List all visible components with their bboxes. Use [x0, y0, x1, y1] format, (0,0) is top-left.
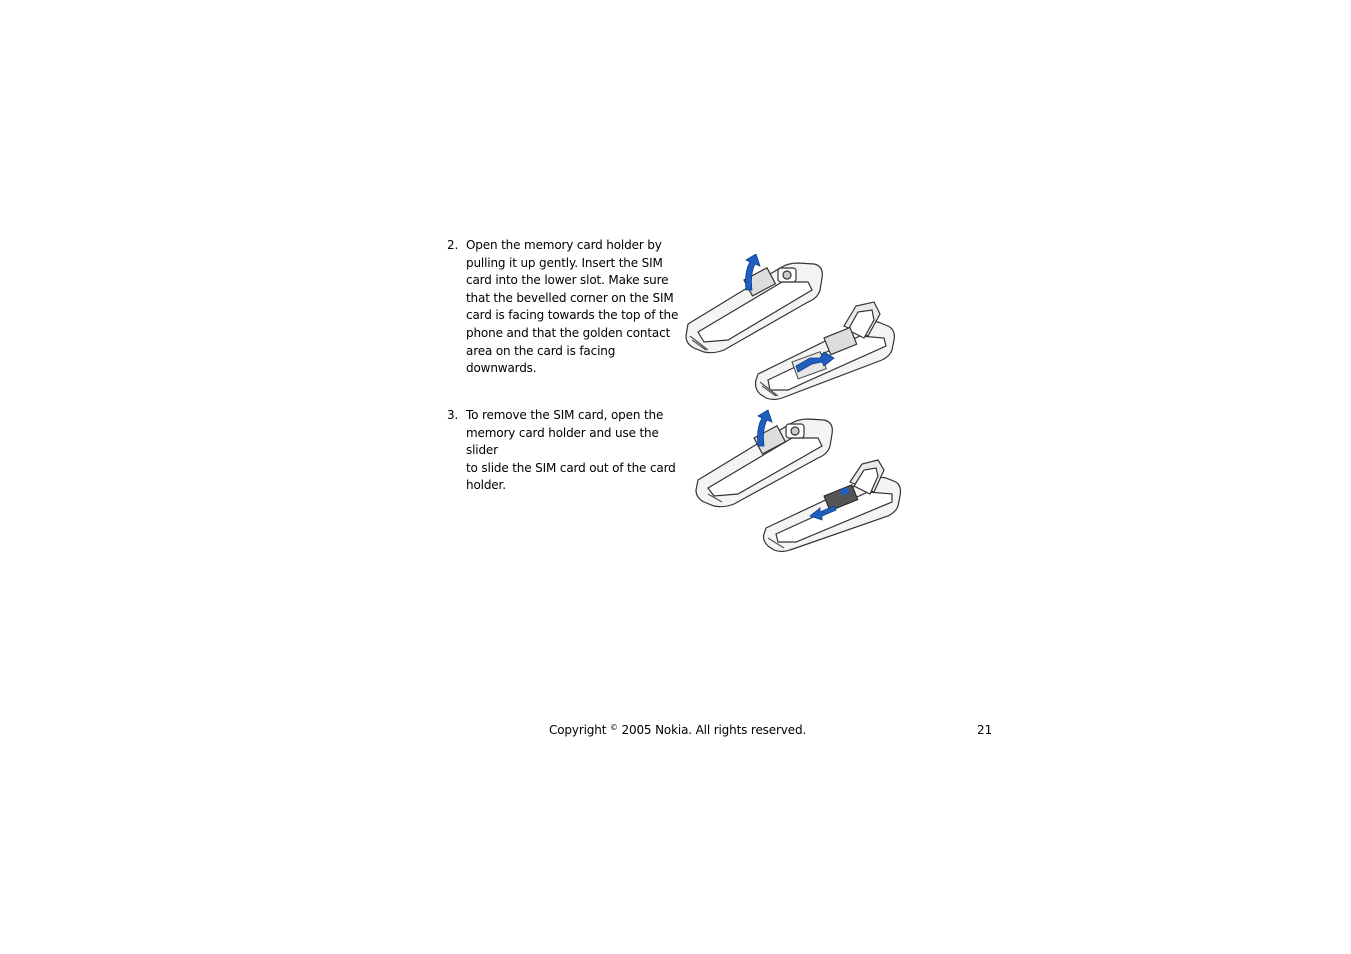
copyright-notice	[549, 723, 806, 737]
copyright-suffix: 2005 Nokia. All rights reserved.	[617, 723, 807, 737]
page-number: 21	[977, 723, 993, 737]
phone-back-view-upper	[696, 419, 832, 507]
step-2	[447, 237, 681, 378]
step-number: 2.	[447, 238, 459, 252]
step-3	[447, 407, 681, 495]
remove-sim-illustration	[694, 408, 902, 554]
phone-back-view-upper	[686, 263, 822, 353]
copyright-symbol: ©	[609, 723, 618, 732]
step-text: Open the memory card holder by pulling it up gently. Insert the SIM card into the lower slot. Make sure that the bevelled corner on the SIM card is facing towards the top of the phone and that the golden contact area on the card is facing downwards.	[466, 238, 679, 376]
step-text: To remove the SIM card, open the memory card holder and use the slider to slide the SIM card out of the card holder.	[466, 408, 676, 493]
copyright-prefix: Copyright	[549, 723, 610, 737]
step-number: 3.	[447, 408, 459, 422]
insert-sim-illustration	[684, 254, 896, 402]
remove-sim-drawing	[694, 408, 902, 554]
insert-sim-drawing	[684, 254, 896, 402]
